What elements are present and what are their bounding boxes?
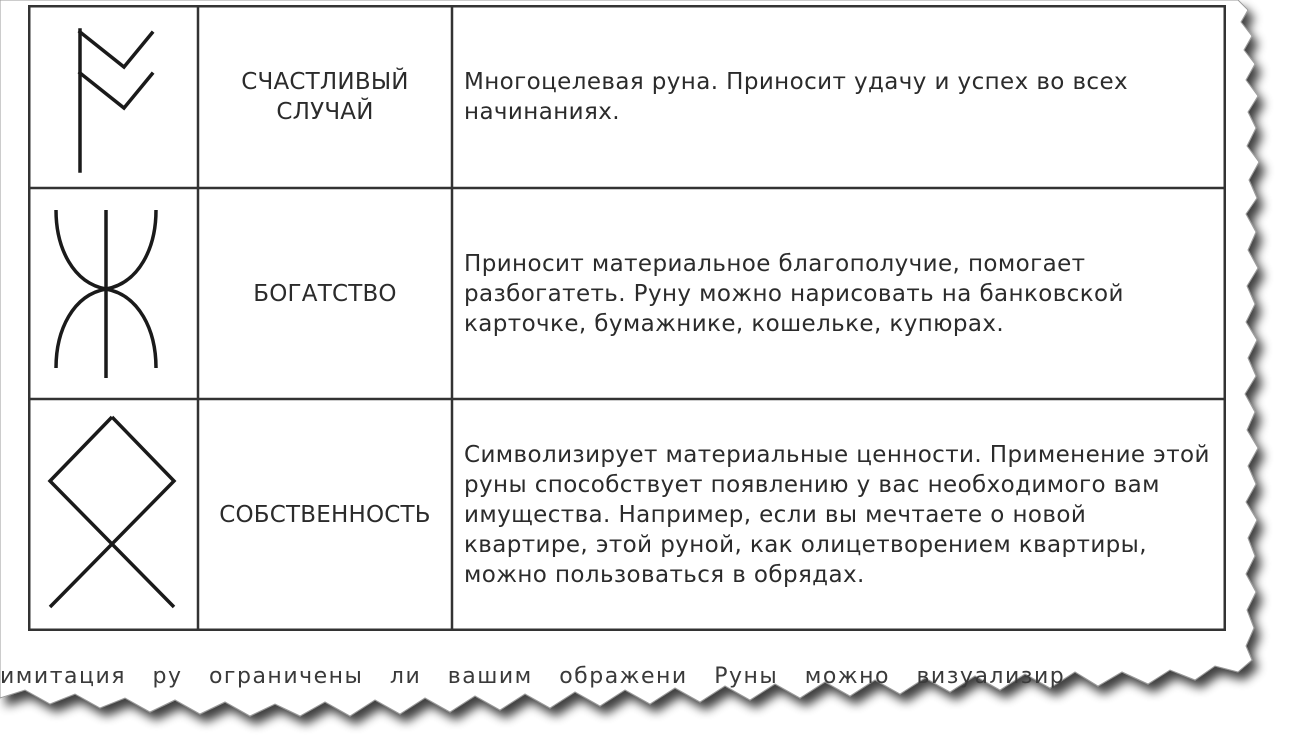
table-row bbox=[28, 399, 1226, 631]
rune-cell bbox=[28, 5, 198, 188]
rune-cell bbox=[28, 399, 198, 631]
rune-table bbox=[28, 5, 1226, 631]
table-row bbox=[28, 188, 1226, 399]
rune-name: СЧАСТЛИВЫЙ СЛУЧАЙ bbox=[241, 68, 409, 125]
table-row bbox=[28, 5, 1226, 188]
rune-description: Символизирует материальные ценности. Применение этой руны способствует появлению у вас необходимого вам имущества. Например, если вы мечтаете о новой квартире, этой руной, как олицетворением квартиры, можно пользоваться в обрядах. bbox=[464, 442, 1210, 588]
rune-name: БОГАТСТВО bbox=[253, 280, 397, 307]
rune-wealth-icon bbox=[28, 188, 198, 399]
rune-fortune-icon bbox=[28, 5, 198, 188]
rune-othala-icon bbox=[28, 399, 198, 631]
rune-name: СОБСТВЕННОСТЬ bbox=[219, 502, 431, 528]
rune-description: Приносит материальное благополучие, помогает разбогатеть. Руну можно нарисовать на банковской карточке, бумажнике, кошельке, купюрах. bbox=[464, 250, 1124, 337]
rune-cell bbox=[28, 188, 198, 399]
rune-description: Многоцелевая руна. Приносит удачу и успех во всех начинаниях. bbox=[464, 68, 1129, 125]
torn-bottom-text: имитация ру ограничены ли вашим ображени Руны можно визуализир bbox=[0, 664, 1066, 689]
